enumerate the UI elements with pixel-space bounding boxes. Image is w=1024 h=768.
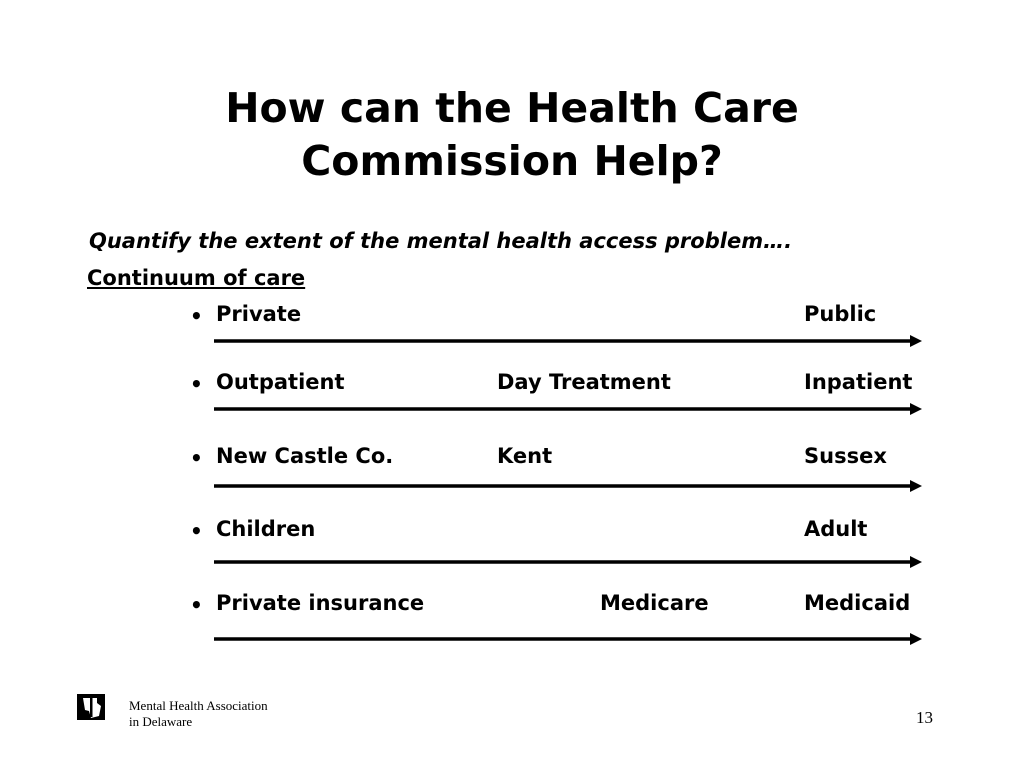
- arrow-right-icon: [214, 555, 924, 569]
- row-label-right: Public: [804, 302, 877, 326]
- row-label-left: New Castle Co.: [216, 444, 394, 468]
- row-label-left: Children: [216, 517, 316, 541]
- continuum-row-2: [0, 370, 1024, 410]
- title-line-2: Commission Help?: [301, 137, 723, 185]
- continuum-row-3: [0, 444, 1024, 484]
- row-label-left: Outpatient: [216, 370, 345, 394]
- slide-title: [0, 82, 1024, 188]
- continuum-row-4: [0, 517, 1024, 557]
- arrow-right-icon: [214, 632, 924, 646]
- continuum-row-1: [0, 302, 1024, 342]
- bullet: •: [190, 446, 203, 470]
- title-line-1: How can the Health Care: [225, 84, 799, 132]
- bullet: •: [190, 372, 203, 396]
- continuum-heading: Continuum of care: [87, 266, 306, 290]
- continuum-row-5: [0, 591, 1024, 631]
- row-label-middle: Kent: [497, 444, 553, 468]
- row-label-right: Inpatient: [804, 370, 913, 394]
- arrow-right-icon: [214, 334, 924, 348]
- page-number: 13: [916, 708, 933, 727]
- row-label-middle: Medicare: [600, 591, 709, 615]
- row-label-right: Adult: [804, 517, 868, 541]
- row-label-left: Private insurance: [216, 591, 425, 615]
- bullet: •: [190, 593, 203, 617]
- bullet: •: [190, 304, 203, 328]
- slide-subtitle: Quantify the extent of the mental health access problem….: [89, 229, 793, 253]
- mha-delaware-logo-icon: [77, 694, 105, 720]
- row-label-middle: Day Treatment: [497, 370, 671, 394]
- arrow-right-icon: [214, 479, 924, 493]
- row-label-left: Private: [216, 302, 302, 326]
- footer-organization: [129, 698, 268, 730]
- row-label-right: Sussex: [804, 444, 887, 468]
- row-label-right: Medicaid: [804, 591, 911, 615]
- footer-org-line-1: Mental Health Association: [129, 698, 268, 713]
- footer-org-line-2: in Delaware: [129, 714, 193, 729]
- arrow-right-icon: [214, 402, 924, 416]
- bullet: •: [190, 519, 203, 543]
